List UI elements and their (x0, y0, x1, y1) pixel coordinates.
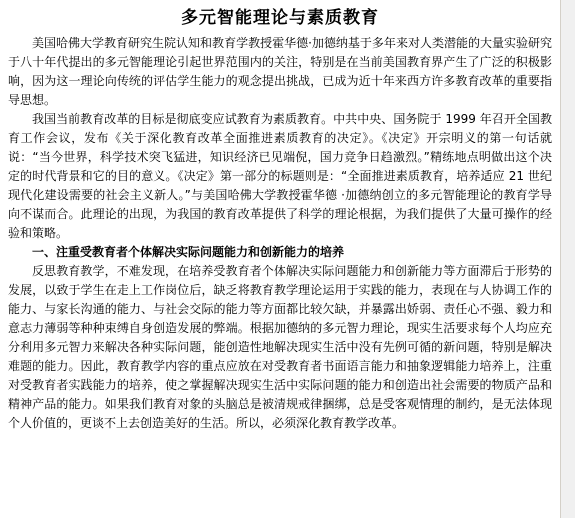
paragraph-reform: 我国当前教育改革的目标是彻底变应试教育为素质教育。中共中央、国务院于 1999 年召开全国教育工作会议，发布《关于深化教育改革全面推进素质教育的决定》。《决定》开宗明义的第一句话就说：“当今世界，科学技术突飞猛进，知识经济已见端倪，国力竞争日趋激烈。”精练地点明做出这个决定的时代背景和它的目的意义。《决定》第一部分的标题则是：“全面推进素质教育，培养适应 21 世纪现代化建设需要的社会主义新人。”与美国哈佛大学教授霍华德 ·加德纳创立的多元智能理论的教育学导向不谋而合。此理论的出现，为我国的教育改革提供了科学的理论根据，为我们提供了大量可操作的经验和策略。 (8, 112, 552, 240)
paragraph-reflection: 反思教育教学，不难发现，在培养受教育者个体解决实际问题能力和创新能力等方面滞后于形势的发展，以致于学生在走上工作岗位后，缺乏将教育教学理论运用于实践的能力，表现在与人协调工作的能力、与家长沟通的能力、与社会交际的能力等方面都比较欠缺，并暴露出娇弱、责任心不强、毅力和意志力薄弱等种种束缚自身创造发展的弊端。根据加德纳的多元智力理论，现实生活要求每个人均应充分利用多元智力来解决各种实际问题，能创造性地解决现实生活中没有先例可循的新问题，特别是解决难题的能力。因此，教育教学内容的重点应放在对受教育者书面语言能力和抽象逻辑能力培养上，注重对受教育者实践能力的培养，使之掌握解决现实生活中实际问题的能力和创造出社会需要的物质产品和精神产品的能力。如果我们教育对象的头脑总是被清规戒律捆绑，总是受客观情理的制约，是无法体现个人价值的，更谈不上去创造美好的生活。所以，必须深化教育教学改革。 (8, 264, 552, 430)
section-heading: 一、注重受教育者个体解决实际问题能力和创新能力的培养 (32, 245, 345, 259)
paragraph-intro: 美国哈佛大学教育研究生院认知和教育学教授霍华德·加德纳基于多年来对人类潜能的大量实验研究于八十年代提出的多元智能理论引起世界范围内的关注，特别是在当前美国教育界产生了广泛的积极影响，因为这一理论向传统的评估学生能力的观念提出挑战，已成为近十年来西方许多教育改革的重要指导思想。 (8, 36, 552, 107)
vertical-scrollbar[interactable] (560, 0, 575, 518)
document-title: 多元智能理论与素质教育 (181, 8, 379, 28)
